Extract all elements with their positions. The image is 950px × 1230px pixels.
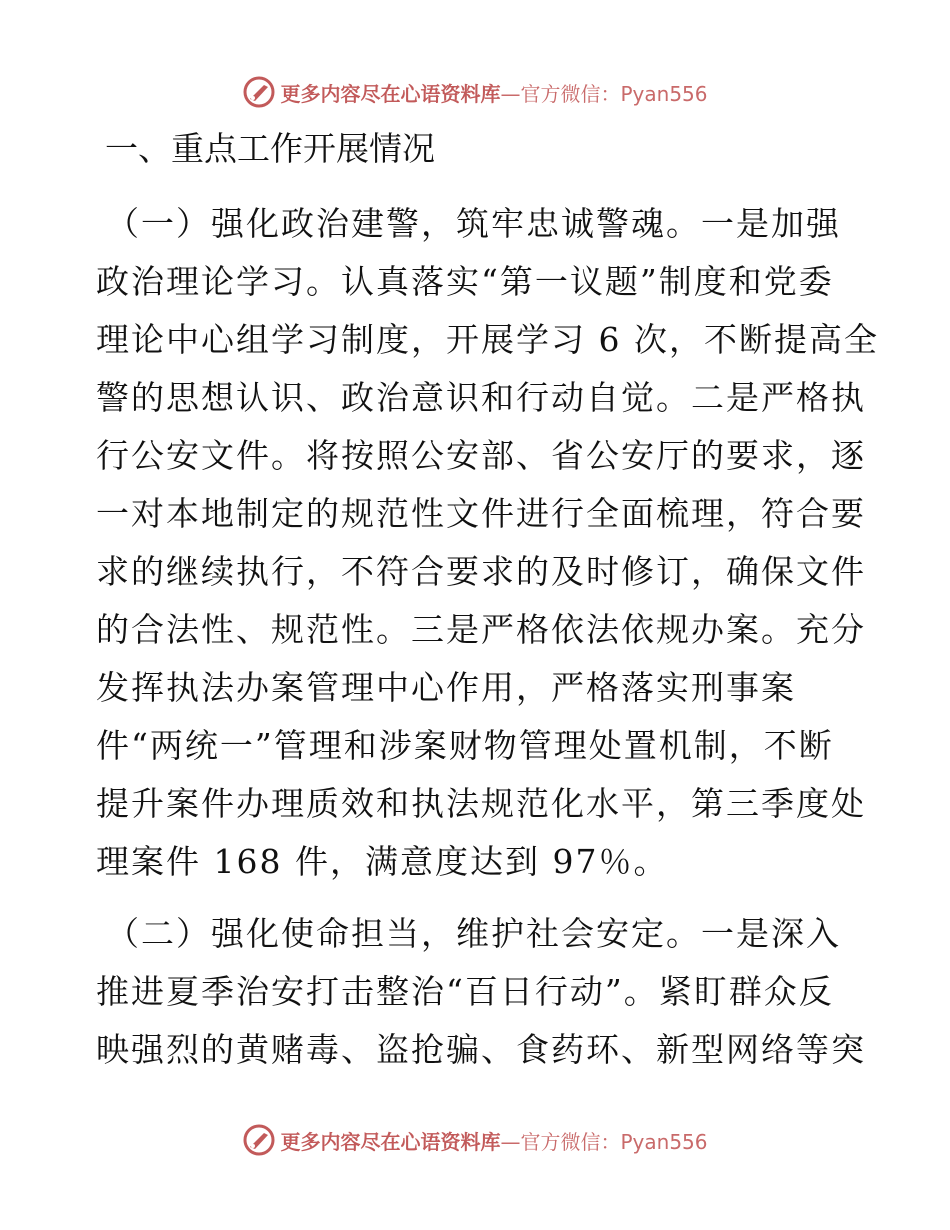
paragraph-line: 警的思想认识、政治意识和行动自觉。二是严格执: [96, 378, 866, 417]
watermark-official: 官方微信：: [520, 81, 621, 106]
paragraph-line: 政治理论学习。认真落实“第一议题”制度和党委: [96, 262, 834, 301]
paragraph-line: 件“两统一”管理和涉案财物管理处置机制，不断: [96, 726, 834, 765]
paragraph-line: 提升案件办理质效和执法规范化水平，第三季度处: [96, 784, 866, 823]
paragraph-2: [96, 905, 866, 1079]
pen-logo-icon: [242, 75, 276, 109]
paragraph-line: 映强烈的黄赌毒、盗抢骗、食药环、新型网络等突: [96, 1030, 866, 1069]
paragraph-line: 一对本地制定的规范性文件进行全面梳理，符合要: [96, 494, 866, 533]
paragraph-line: 发挥执法办案管理中心作用，严格落实刑事案: [96, 668, 796, 707]
paragraph-line: 理论中心组学习制度，开展学习 6 次，不断提高全: [96, 320, 879, 359]
watermark-top: [0, 72, 950, 112]
paragraph-line: （一）强化政治建警，筑牢忠诚警魂。一是加强: [106, 204, 841, 243]
paragraph-line: 求的继续执行，不符合要求的及时修订，确保文件: [96, 552, 866, 591]
watermark-brand: 更多内容尽在心语资料库: [280, 81, 501, 106]
pen-logo-icon: [242, 1123, 276, 1157]
watermark-text: [280, 1126, 707, 1155]
watermark-id: Pyan556: [620, 81, 708, 106]
watermark-official: 官方微信：: [520, 1129, 621, 1154]
paragraph-1: [96, 195, 879, 891]
paragraph-line: 推进夏季治安打击整治“百日行动”。紧盯群众反: [96, 972, 834, 1011]
paragraph-line: 的合法性、规范性。三是严格依法依规办案。充分: [96, 610, 866, 649]
paragraph-line: （二）强化使命担当，维护社会安定。一是深入: [106, 914, 841, 953]
section-heading: 一、重点工作开展情况: [105, 129, 435, 168]
watermark-separator: —: [500, 1129, 521, 1154]
watermark-id: Pyan556: [620, 1129, 708, 1154]
watermark-text: [280, 78, 707, 107]
paragraph-line: 行公安文件。将按照公安部、省公安厅的要求，逐: [96, 436, 866, 475]
watermark-bottom: [0, 1120, 950, 1160]
watermark-separator: —: [500, 81, 521, 106]
paragraph-line: 理案件 168 件，满意度达到 97％。: [96, 842, 669, 881]
watermark-brand: 更多内容尽在心语资料库: [280, 1129, 501, 1154]
